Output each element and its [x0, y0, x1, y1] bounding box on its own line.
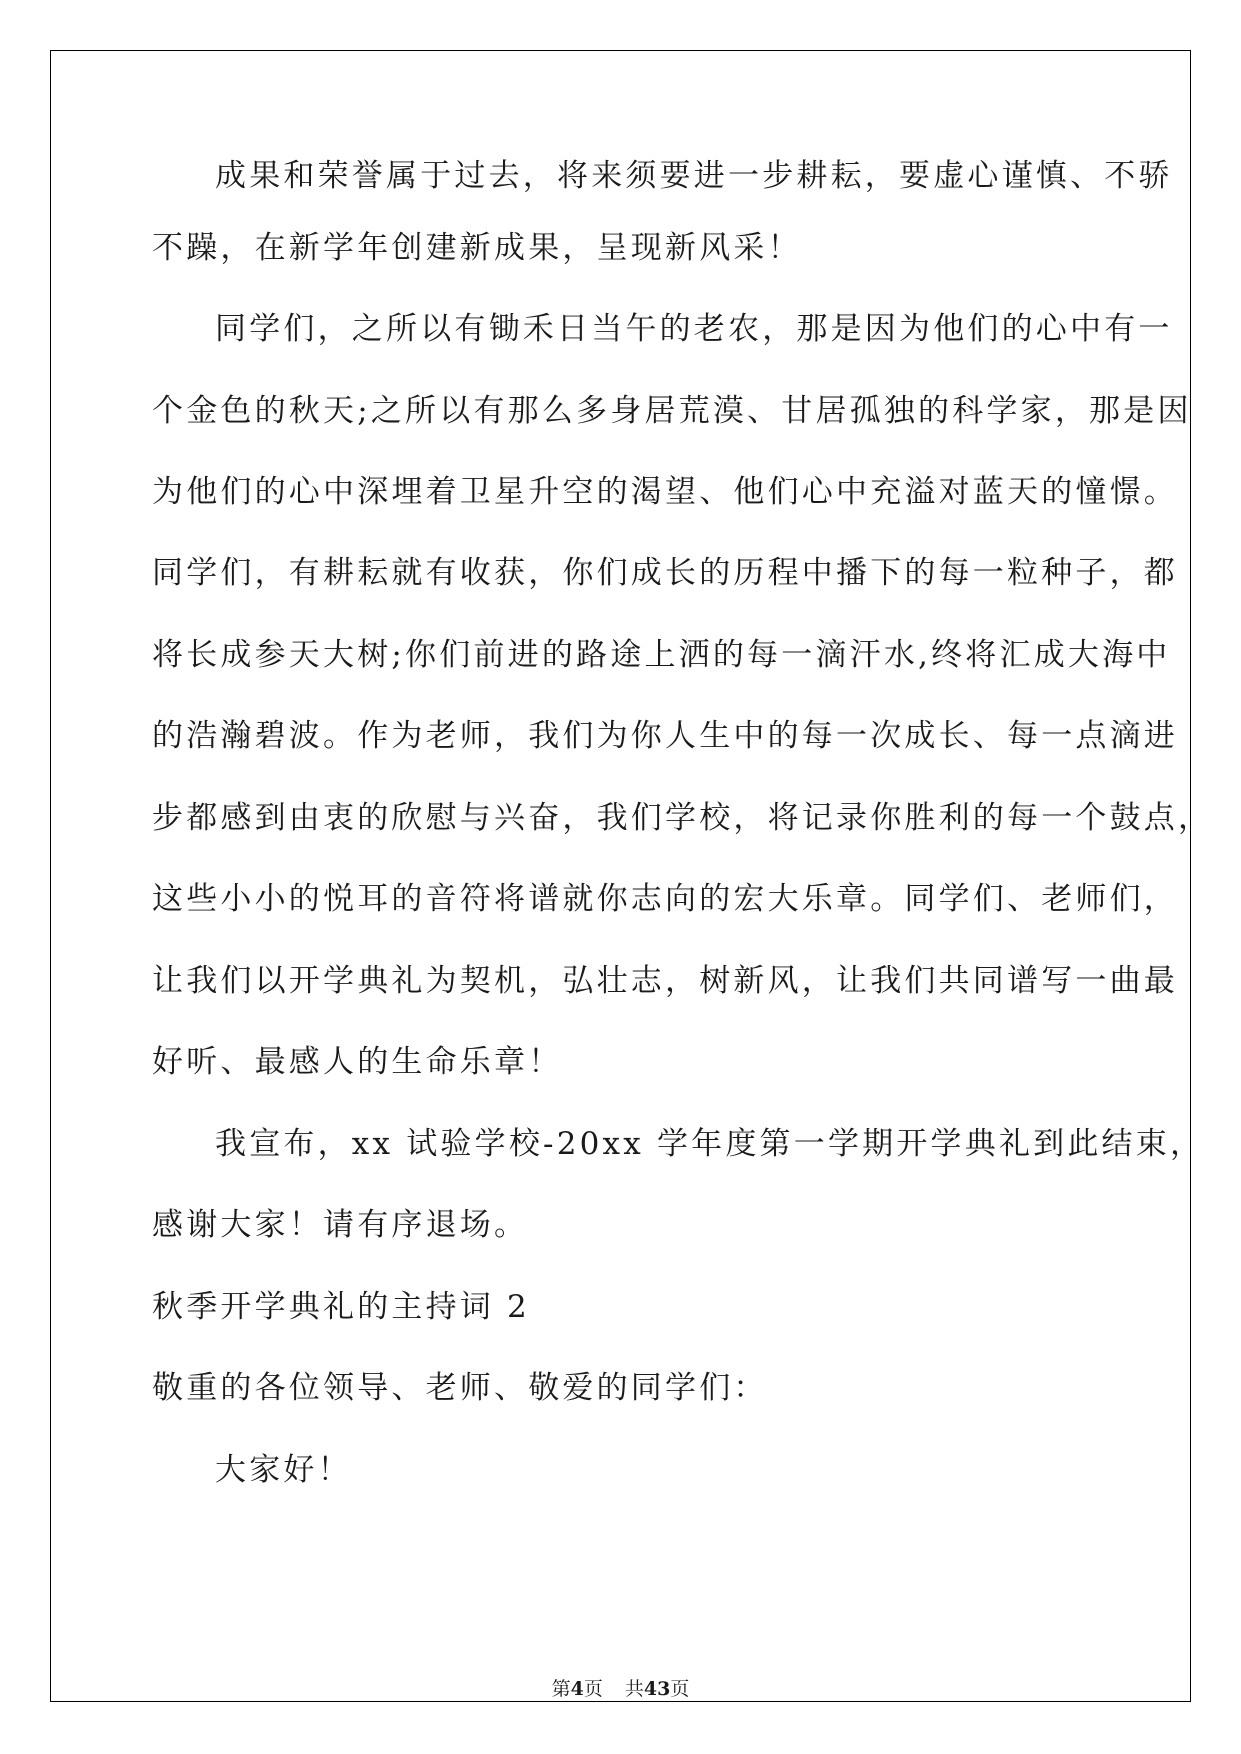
- body-line: 这些小小的悦耳的音符将谱就你志向的宏大乐章。同学们、老师们，: [152, 881, 1178, 917]
- body-line: 好听、最感人的生命乐章！: [152, 1044, 563, 1080]
- section-heading: 秋季开学典礼的主持词 2: [152, 1289, 530, 1325]
- footer-total-unit: 页: [670, 1678, 690, 1700]
- body-line: 步都感到由衷的欣慰与兴奋，我们学校，将记录你胜利的每一个鼓点，: [152, 800, 1213, 836]
- page-footer: [0, 1677, 1241, 1701]
- salutation: 敬重的各位领导、老师、敬爱的同学们：: [152, 1370, 768, 1406]
- body-line: 我宣布，xx 试验学校-20xx 学年度第一学期开学典礼到此结束，: [215, 1126, 1205, 1162]
- body-line: 感谢大家！请有序退场。: [152, 1207, 529, 1243]
- body-line: 成果和荣誉属于过去，将来须要进一步耕耘，要虚心谨慎、不骄: [215, 158, 1173, 194]
- greeting: 大家好！: [215, 1452, 352, 1488]
- footer-prefix: 第: [551, 1678, 571, 1700]
- body-line: 不躁，在新学年创建新成果，呈现新风采！: [152, 230, 802, 266]
- body-line: 的浩瀚碧波。作为老师，我们为你人生中的每一次成长、每一点滴进: [152, 718, 1178, 754]
- body-line: 同学们，有耕耘就有收获，你们成长的历程中播下的每一粒种子，都: [152, 555, 1178, 591]
- total-page-count: 43: [643, 1678, 671, 1700]
- footer-page-unit: 页: [583, 1678, 603, 1700]
- body-line: 个金色的秋天;之所以有那么多身居荒漠、甘居孤独的科学家，那是因: [152, 393, 1192, 429]
- body-line: 让我们以开学典礼为契机，弘壮志，树新风，让我们共同谱写一曲最: [152, 963, 1178, 999]
- body-line: 为他们的心中深埋着卫星升空的渴望、他们心中充溢对蓝天的憧憬。: [152, 474, 1178, 510]
- current-page-number: 4: [570, 1678, 584, 1700]
- footer-total-prefix: 共: [624, 1678, 644, 1700]
- body-line: 将长成参天大树;你们前进的路途上洒的每一滴汗水,终将汇成大海中: [152, 637, 1171, 673]
- body-line: 同学们，之所以有锄禾日当午的老农，那是因为他们的心中有一: [215, 311, 1173, 347]
